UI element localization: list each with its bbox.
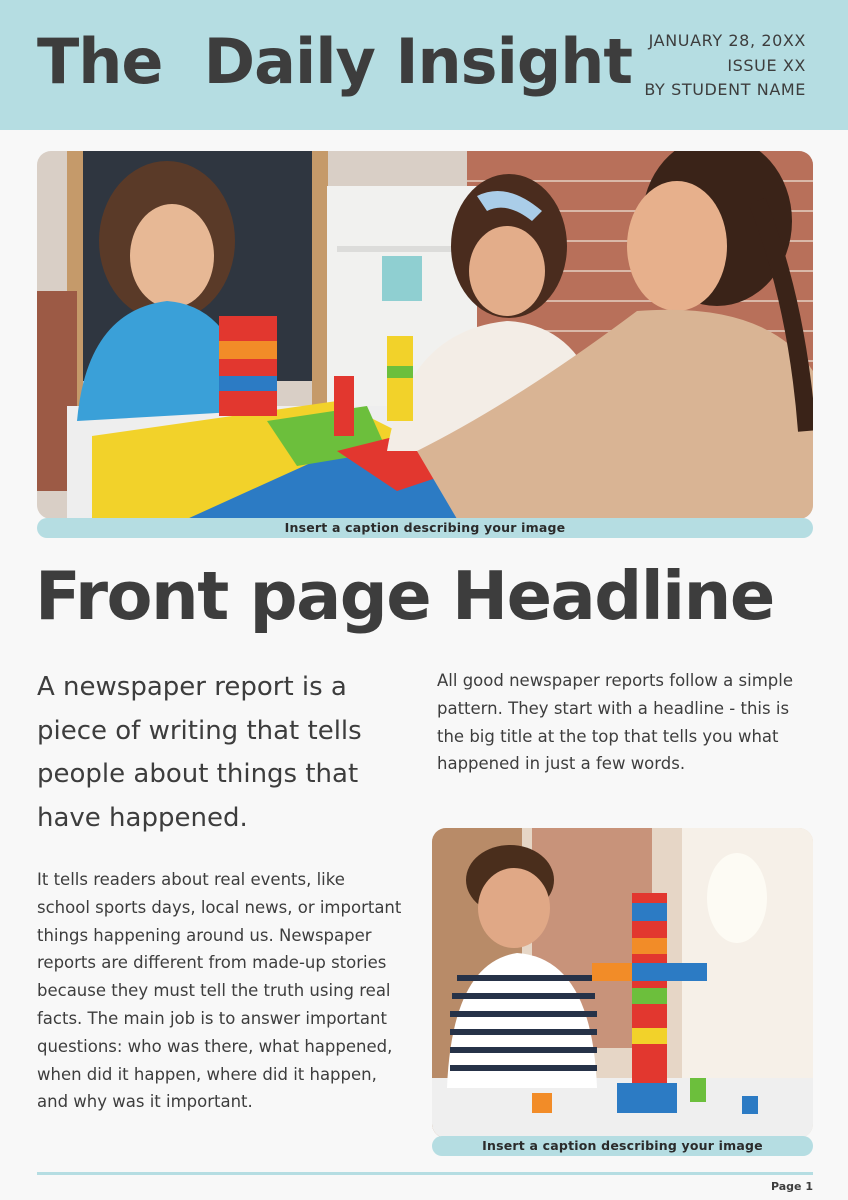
- secondary-caption: Insert a caption describing your image: [432, 1136, 813, 1156]
- article-lead: A newspaper report is a piece of writing that tells people about things that have happened.: [37, 672, 362, 833]
- article-body-left: It tells readers about real events, like school sports days, local news, or important things happening around us. Newspaper reports are different from made-up stories because they must tell the truth using real facts. The main job is to answer important questions: who was there, what happened, when did it happen, where did it happen, and why was it important.: [37, 870, 402, 1112]
- footer-divider: [37, 1172, 813, 1175]
- page-number: Page 1: [770, 1180, 813, 1193]
- issue-number: ISSUE XX: [727, 55, 806, 75]
- newspaper-title: The Daily Insight: [37, 25, 632, 98]
- article-body-right: All good newspaper reports follow a simple pattern. They start with a headline - this is the big title at the top that tells you what happened in just a few words.: [437, 671, 793, 774]
- secondary-image-illustration: [432, 828, 813, 1138]
- byline: BY STUDENT NAME: [644, 80, 806, 99]
- hero-image: [37, 151, 813, 519]
- hero-caption: Insert a caption describing your image: [37, 518, 813, 538]
- masthead: [0, 0, 848, 130]
- secondary-image: [432, 828, 813, 1138]
- masthead-meta: [644, 29, 806, 103]
- hero-image-illustration: [37, 151, 813, 519]
- front-page-headline: Front page Headline: [35, 557, 774, 635]
- issue-date: JANUARY 28, 20XX: [648, 31, 806, 50]
